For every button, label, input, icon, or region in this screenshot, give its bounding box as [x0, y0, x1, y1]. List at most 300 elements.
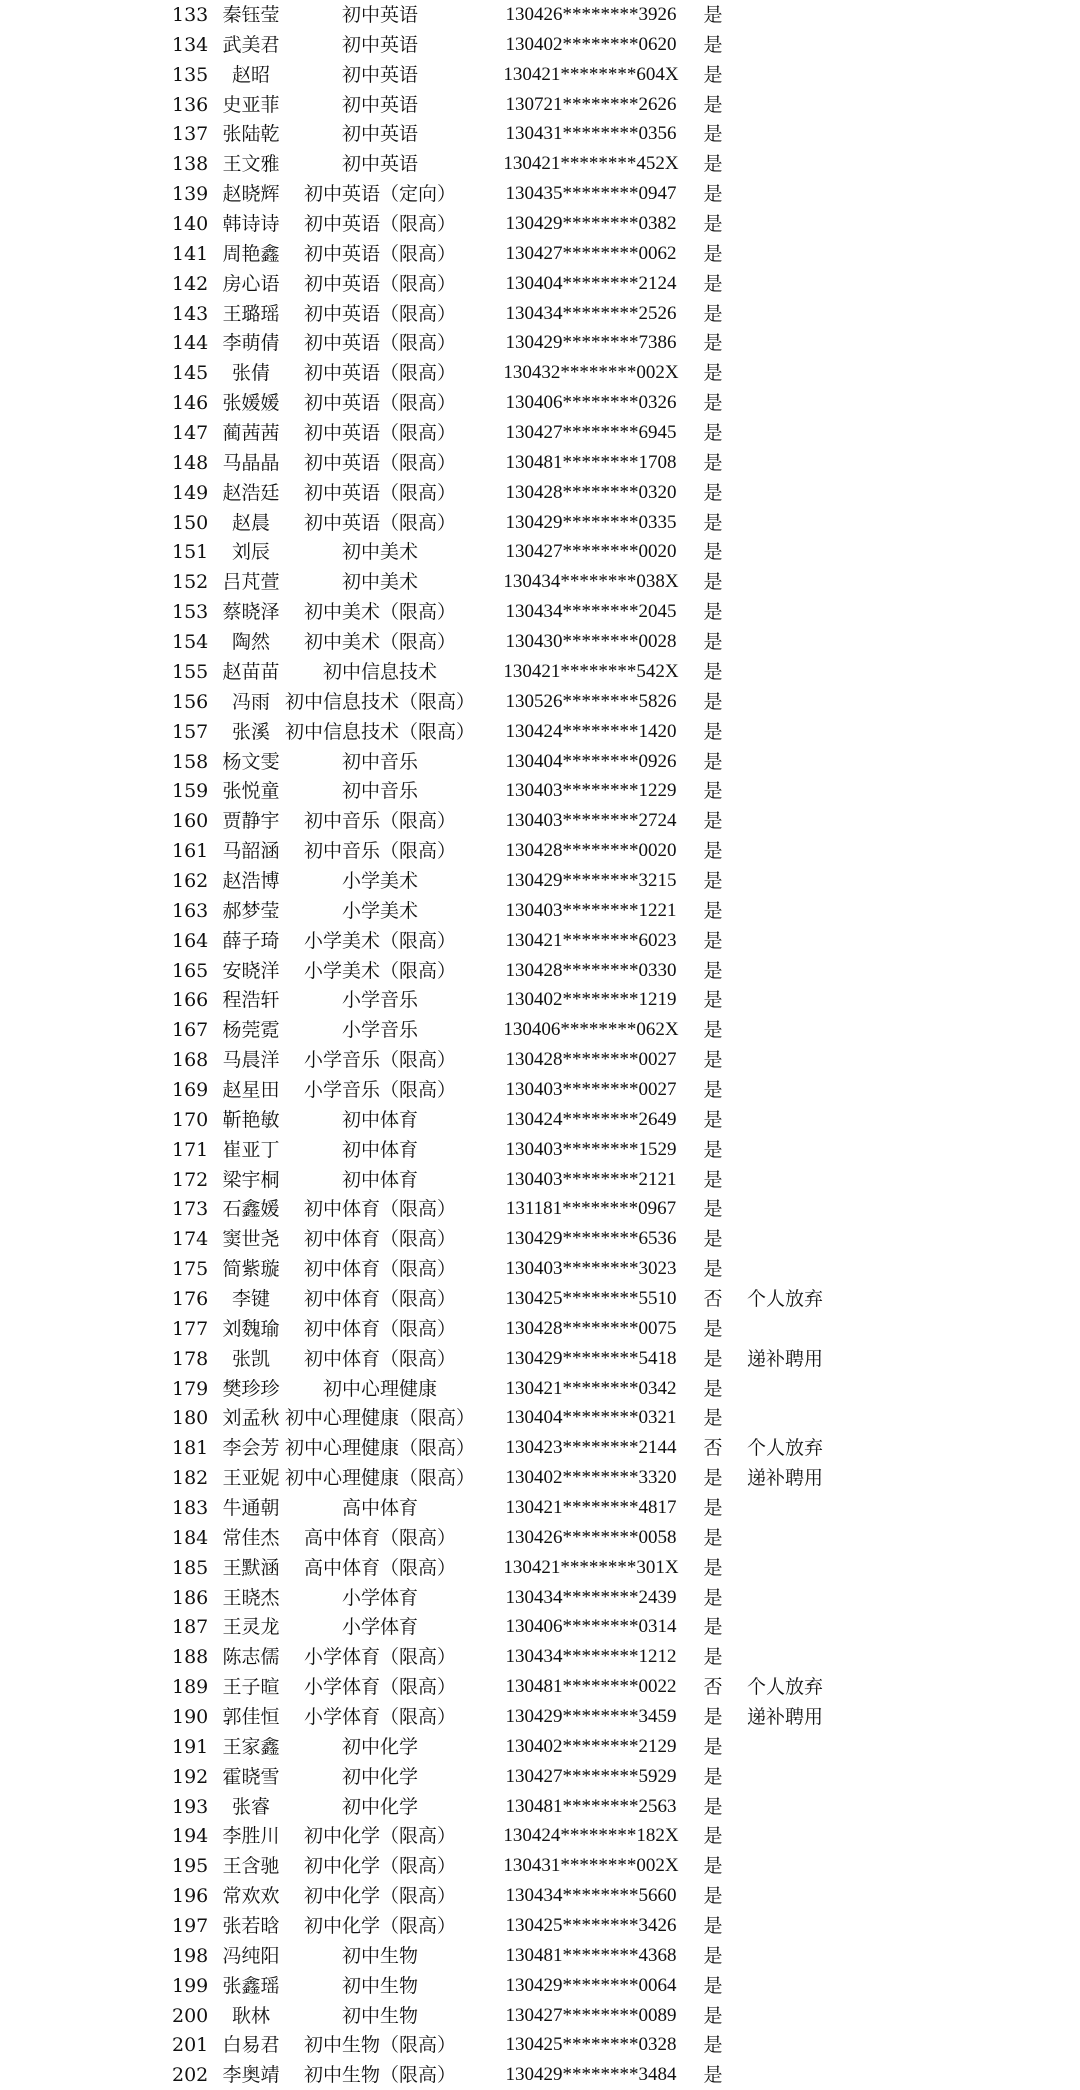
id-number: 130430********0028: [505, 631, 677, 653]
candidate-name: 贾静宇: [222, 810, 280, 833]
hired-status: 是: [703, 541, 723, 564]
row-number: 144: [172, 332, 209, 355]
position-subject: 初中生物: [341, 1944, 418, 1967]
table-row: [0, 866, 1080, 896]
hired-status: 是: [703, 1138, 723, 1161]
table-row: [0, 1433, 1080, 1463]
position-subject: 初中美术（限高）: [303, 601, 456, 624]
candidate-name: 陈志儒: [222, 1646, 280, 1669]
table-row: [0, 1194, 1080, 1224]
row-number: 147: [172, 422, 209, 445]
position-subject: 小学音乐（限高）: [303, 1078, 456, 1101]
id-number: 131181********0967: [505, 1198, 677, 1220]
row-number: 182: [172, 1467, 209, 1490]
remark: 递补聘用: [747, 1467, 824, 1490]
candidate-name: 陶然: [231, 631, 270, 654]
id-number: 130432********002X: [503, 362, 679, 384]
position-subject: 初中化学: [341, 1765, 418, 1788]
table-row: [0, 0, 1080, 30]
hired-status: 是: [703, 810, 723, 833]
candidate-name: 韩诗诗: [222, 213, 280, 236]
table-row: [0, 2030, 1080, 2060]
table-row: [0, 985, 1080, 1015]
position-subject: 高中体育（限高）: [303, 1556, 456, 1579]
id-number: 130427********0089: [505, 2004, 677, 2026]
position-subject: 初中美术（限高）: [303, 631, 456, 654]
table-row: [0, 1941, 1080, 1971]
table-row: [0, 1135, 1080, 1165]
table-row: [0, 1553, 1080, 1583]
id-number: 130402********2129: [505, 1735, 677, 1757]
hired-status: 是: [703, 183, 723, 206]
table-row: [0, 90, 1080, 120]
table-row: [0, 956, 1080, 986]
id-number: 130426********3926: [505, 4, 677, 25]
position-subject: 初中英语（限高）: [303, 362, 456, 385]
candidate-name: 赵浩博: [222, 869, 280, 892]
candidate-name: 吕芃萱: [222, 571, 280, 594]
table-row: [0, 717, 1080, 747]
id-number: 130428********0075: [505, 1317, 677, 1339]
hired-status: 是: [703, 660, 723, 683]
row-number: 159: [172, 780, 209, 803]
table-row: [0, 1015, 1080, 1045]
candidate-name: 郝梦莹: [222, 899, 280, 922]
position-subject: 初中英语（限高）: [303, 332, 456, 355]
id-number: 130434********2439: [505, 1586, 677, 1608]
hired-status: 是: [703, 959, 723, 982]
position-subject: 初中英语（限高）: [303, 213, 456, 236]
id-number: 130429********5418: [505, 1347, 677, 1369]
row-number: 199: [172, 1974, 209, 1997]
id-number: 130421********604X: [503, 63, 679, 85]
position-subject: 初中英语（限高）: [303, 481, 456, 504]
candidate-name: 王灵龙: [222, 1616, 280, 1639]
position-subject: 高中体育（限高）: [303, 1526, 456, 1549]
position-subject: 初中心理健康（限高）: [284, 1467, 475, 1490]
row-number: 200: [172, 2004, 209, 2027]
hired-status: 否: [703, 1287, 723, 1310]
hired-status: 是: [703, 1467, 723, 1490]
position-subject: 初中体育（限高）: [303, 1287, 456, 1310]
position-subject: 小学音乐（限高）: [303, 1049, 456, 1072]
table-row: [0, 926, 1080, 956]
table-row: [0, 1284, 1080, 1314]
table-row: [0, 508, 1080, 538]
hired-status: 是: [703, 1616, 723, 1639]
table-row: [0, 627, 1080, 657]
candidate-name: 常佳杰: [222, 1526, 280, 1549]
position-subject: 高中体育: [341, 1497, 418, 1519]
position-subject: 初中英语: [341, 123, 418, 146]
row-number: 189: [172, 1676, 209, 1699]
position-subject: 初中美术: [341, 571, 418, 594]
table-row: [0, 657, 1080, 687]
table-row: [0, 1045, 1080, 1075]
id-number: 130424********182X: [503, 1825, 679, 1847]
position-subject: 小学美术（限高）: [303, 929, 456, 952]
hired-status: 是: [703, 63, 723, 86]
hired-status: 是: [703, 1258, 723, 1281]
candidate-name: 王璐瑶: [222, 302, 280, 325]
hired-status: 是: [703, 1407, 723, 1430]
table-row: [0, 1583, 1080, 1613]
position-subject: 初中英语: [341, 4, 418, 26]
row-number: 133: [172, 4, 209, 26]
row-number: 145: [172, 362, 209, 385]
table-row: [0, 1523, 1080, 1553]
table-row: [0, 567, 1080, 597]
table-row: [0, 388, 1080, 418]
row-number: 148: [172, 451, 209, 474]
id-number: 130404********0926: [505, 750, 677, 772]
candidate-name: 李会芳: [222, 1437, 280, 1460]
id-number: 130434********5660: [505, 1885, 677, 1907]
id-number: 130429********0382: [505, 213, 677, 235]
id-number: 130421********452X: [503, 153, 679, 175]
row-number: 142: [172, 272, 209, 295]
candidate-name: 武美君: [222, 33, 280, 56]
table-row: [0, 1851, 1080, 1881]
position-subject: 初中化学: [341, 1735, 418, 1758]
position-subject: 初中英语: [341, 93, 418, 116]
hired-status: 是: [703, 720, 723, 743]
candidate-name: 秦钰莹: [222, 4, 280, 26]
hired-status: 是: [703, 1855, 723, 1878]
row-number: 146: [172, 392, 209, 415]
table-row: [0, 1254, 1080, 1284]
table-row: [0, 1792, 1080, 1822]
table-row: [0, 1612, 1080, 1642]
id-number: 130406********0314: [505, 1616, 677, 1638]
id-number: 130403********1529: [505, 1138, 677, 1160]
candidate-name: 蔺茜茜: [222, 422, 280, 445]
position-subject: 初中心理健康（限高）: [284, 1437, 475, 1460]
id-number: 130431********002X: [503, 1855, 679, 1877]
candidate-name: 史亚菲: [222, 93, 280, 116]
candidate-name: 张鑫瑶: [222, 1974, 280, 1997]
table-row: [0, 1403, 1080, 1433]
hired-status: 是: [703, 1228, 723, 1251]
table-row: [0, 299, 1080, 329]
id-number: 130421********4817: [505, 1497, 677, 1518]
candidate-name: 蔡晓泽: [222, 601, 280, 624]
position-subject: 初中音乐: [341, 750, 418, 773]
row-number: 155: [172, 660, 209, 683]
id-number: 130402********3320: [505, 1467, 677, 1489]
candidate-name: 周艳鑫: [222, 242, 280, 265]
table-row: [0, 179, 1080, 209]
position-subject: 初中体育（限高）: [303, 1228, 456, 1251]
hired-status: 是: [703, 511, 723, 534]
hired-status: 否: [703, 1437, 723, 1460]
id-number: 130403********1229: [505, 780, 677, 802]
id-number: 130421********542X: [503, 660, 679, 682]
position-subject: 初中音乐（限高）: [303, 810, 456, 833]
position-subject: 小学体育（限高）: [303, 1676, 456, 1699]
position-subject: 初中生物（限高）: [303, 2034, 456, 2057]
row-number: 169: [172, 1078, 209, 1101]
candidate-name: 刘孟秋: [222, 1407, 280, 1430]
row-number: 134: [172, 33, 209, 56]
table-row: [0, 747, 1080, 777]
hired-status: 是: [703, 33, 723, 56]
hired-status: 是: [703, 242, 723, 265]
row-number: 187: [172, 1616, 209, 1639]
id-number: 130424********1420: [505, 720, 677, 742]
row-number: 185: [172, 1556, 209, 1579]
row-number: 157: [172, 720, 209, 743]
position-subject: 初中体育（限高）: [303, 1347, 456, 1370]
row-number: 156: [172, 690, 209, 713]
table-row: [0, 149, 1080, 179]
remark: 个人放弃: [747, 1437, 824, 1460]
table-row: [0, 2060, 1080, 2090]
table-row: [0, 1493, 1080, 1523]
row-number: 190: [172, 1706, 209, 1729]
row-number: 158: [172, 750, 209, 773]
candidate-name: 薛子琦: [222, 929, 280, 952]
row-number: 180: [172, 1407, 209, 1430]
id-number: 130403********2121: [505, 1168, 677, 1190]
row-number: 173: [172, 1198, 209, 1221]
candidate-name: 赵晨: [231, 511, 270, 534]
id-number: 130427********0062: [505, 242, 677, 264]
table-row: [0, 836, 1080, 866]
row-number: 196: [172, 1885, 209, 1908]
row-number: 150: [172, 511, 209, 534]
position-subject: 初中化学（限高）: [303, 1825, 456, 1848]
id-number: 130425********0328: [505, 2034, 677, 2056]
position-subject: 初中美术: [341, 541, 418, 564]
table-row: [0, 1971, 1080, 2001]
position-subject: 初中英语（限高）: [303, 451, 456, 474]
id-number: 130427********5929: [505, 1765, 677, 1787]
hired-status: 是: [703, 332, 723, 355]
candidate-name: 窦世尧: [222, 1228, 280, 1251]
hired-status: 是: [703, 571, 723, 594]
hired-status: 是: [703, 2064, 723, 2087]
id-number: 130425********3426: [505, 1915, 677, 1937]
hired-status: 是: [703, 392, 723, 415]
remark: 个人放弃: [747, 1287, 824, 1310]
position-subject: 小学音乐: [341, 989, 418, 1012]
position-subject: 小学美术: [341, 899, 418, 922]
candidate-name: 张倩: [231, 362, 270, 385]
row-number: 172: [172, 1168, 209, 1191]
id-number: 130424********2649: [505, 1108, 677, 1130]
row-number: 135: [172, 63, 209, 86]
candidate-name: 李键: [231, 1287, 270, 1310]
position-subject: 初中英语: [341, 33, 418, 56]
table-row: [0, 1165, 1080, 1195]
position-subject: 初中英语（限高）: [303, 302, 456, 325]
table-row: [0, 2001, 1080, 2031]
hired-status: 是: [703, 1885, 723, 1908]
hired-status: 是: [703, 1526, 723, 1549]
position-subject: 小学体育: [341, 1586, 418, 1609]
hired-status: 是: [703, 123, 723, 146]
position-subject: 初中英语（限高）: [303, 242, 456, 265]
id-number: 130481********2563: [505, 1795, 677, 1817]
position-subject: 初中生物: [341, 1974, 418, 1997]
hired-status: 是: [703, 840, 723, 863]
table-row: [0, 418, 1080, 448]
position-subject: 初中英语（限高）: [303, 422, 456, 445]
table-row: [0, 1075, 1080, 1105]
position-subject: 初中化学（限高）: [303, 1915, 456, 1938]
candidate-name: 赵昭: [231, 63, 270, 86]
id-number: 130403********2724: [505, 810, 677, 832]
hired-status: 是: [703, 302, 723, 325]
position-subject: 初中体育（限高）: [303, 1317, 456, 1340]
row-number: 137: [172, 123, 209, 146]
position-subject: 小学美术（限高）: [303, 959, 456, 982]
row-number: 176: [172, 1287, 209, 1310]
position-subject: 小学体育: [341, 1616, 418, 1639]
table-row: [0, 1732, 1080, 1762]
hired-status: 是: [703, 1078, 723, 1101]
table-row: [0, 1881, 1080, 1911]
table-row: [0, 1672, 1080, 1702]
row-number: 201: [172, 2034, 209, 2057]
candidate-name: 王文雅: [222, 153, 280, 176]
candidate-name: 张若晗: [222, 1915, 280, 1938]
candidate-name: 张陆乾: [222, 123, 280, 146]
row-number: 174: [172, 1228, 209, 1251]
hired-status: 是: [703, 4, 723, 26]
hired-status: 是: [703, 362, 723, 385]
id-number: 130425********5510: [505, 1287, 677, 1309]
table-row: [0, 358, 1080, 388]
hired-status: 是: [703, 1019, 723, 1042]
table-row: [0, 1911, 1080, 1941]
candidate-name: 王默涵: [222, 1556, 280, 1579]
table-row: [0, 1344, 1080, 1374]
table-row: [0, 328, 1080, 358]
candidate-name: 马晶晶: [222, 451, 280, 474]
candidate-name: 常欢欢: [222, 1885, 280, 1908]
hired-status: 是: [703, 1646, 723, 1669]
hired-status: 是: [703, 2004, 723, 2027]
hired-status: 是: [703, 1377, 723, 1400]
hired-status: 是: [703, 750, 723, 773]
table-row: [0, 209, 1080, 239]
id-number: 130481********1708: [505, 451, 677, 473]
position-subject: 初中英语（限高）: [303, 272, 456, 295]
id-number: 130526********5826: [505, 690, 677, 712]
hired-status: 是: [703, 1825, 723, 1848]
row-number: 179: [172, 1377, 209, 1400]
hired-status: 是: [703, 1168, 723, 1191]
candidate-name: 杨文雯: [222, 750, 280, 773]
row-number: 171: [172, 1138, 209, 1161]
candidate-name: 李奥靖: [222, 2064, 280, 2087]
hired-status: 是: [703, 989, 723, 1012]
hired-status: 是: [703, 1735, 723, 1758]
id-number: 130428********0020: [505, 840, 677, 862]
candidate-name: 樊珍珍: [222, 1377, 280, 1400]
position-subject: 初中化学（限高）: [303, 1855, 456, 1878]
id-number: 130426********0058: [505, 1526, 677, 1548]
position-subject: 小学美术: [341, 869, 418, 892]
row-number: 193: [172, 1795, 209, 1818]
table-row: [0, 119, 1080, 149]
row-number: 170: [172, 1108, 209, 1131]
row-number: 188: [172, 1646, 209, 1669]
hired-status: 是: [703, 869, 723, 892]
table-row: [0, 776, 1080, 806]
hired-status: 是: [703, 213, 723, 236]
candidate-name: 霍晓雪: [222, 1765, 280, 1788]
id-number: 130403********3023: [505, 1258, 677, 1280]
row-number: 154: [172, 631, 209, 654]
hired-status: 是: [703, 1915, 723, 1938]
position-subject: 初中英语（限高）: [303, 511, 456, 534]
table-row: [0, 30, 1080, 60]
id-number: 130481********0022: [505, 1676, 677, 1698]
id-number: 130429********3459: [505, 1706, 677, 1728]
row-number: 149: [172, 481, 209, 504]
candidate-name: 靳艳敏: [222, 1108, 280, 1131]
position-subject: 初中英语（定向）: [303, 183, 456, 206]
table-row: [0, 896, 1080, 926]
candidate-name: 王含驰: [222, 1855, 280, 1878]
row-number: 138: [172, 153, 209, 176]
id-number: 130434********1212: [505, 1646, 677, 1668]
row-number: 198: [172, 1944, 209, 1967]
id-number: 130403********1221: [505, 899, 677, 921]
position-subject: 初中体育: [341, 1138, 418, 1161]
candidate-name: 王子暄: [222, 1676, 280, 1699]
id-number: 130404********0321: [505, 1407, 677, 1429]
table-row: [0, 806, 1080, 836]
row-number: 161: [172, 840, 209, 863]
hired-status: 是: [703, 1497, 723, 1519]
candidate-name: 李胜川: [222, 1825, 280, 1848]
table-row: [0, 1702, 1080, 1732]
row-number: 177: [172, 1317, 209, 1340]
table-row: [0, 269, 1080, 299]
table-row: [0, 478, 1080, 508]
candidate-name: 赵苗苗: [222, 660, 280, 683]
position-subject: 初中体育（限高）: [303, 1198, 456, 1221]
row-number: 166: [172, 989, 209, 1012]
id-number: 130421********301X: [503, 1556, 679, 1578]
row-number: 186: [172, 1586, 209, 1609]
candidate-name: 张睿: [231, 1795, 270, 1818]
id-number: 130406********062X: [503, 1019, 679, 1041]
row-number: 202: [172, 2064, 209, 2087]
id-number: 130403********0027: [505, 1078, 677, 1100]
table-row: [0, 1224, 1080, 1254]
hired-status: 是: [703, 451, 723, 474]
id-number: 130721********2626: [505, 93, 677, 115]
candidate-name: 刘辰: [231, 541, 270, 564]
id-number: 130481********4368: [505, 1944, 677, 1966]
hired-status: 是: [703, 1706, 723, 1729]
id-number: 130429********0335: [505, 511, 677, 533]
candidate-name: 刘魏瑜: [222, 1317, 280, 1340]
table-row: [0, 597, 1080, 627]
candidate-name: 王晓杰: [222, 1586, 280, 1609]
position-subject: 初中生物: [341, 2004, 418, 2027]
hired-status: 是: [703, 153, 723, 176]
hired-status: 是: [703, 1556, 723, 1579]
hired-status: 是: [703, 93, 723, 116]
hired-status: 是: [703, 1586, 723, 1609]
hired-status: 是: [703, 631, 723, 654]
